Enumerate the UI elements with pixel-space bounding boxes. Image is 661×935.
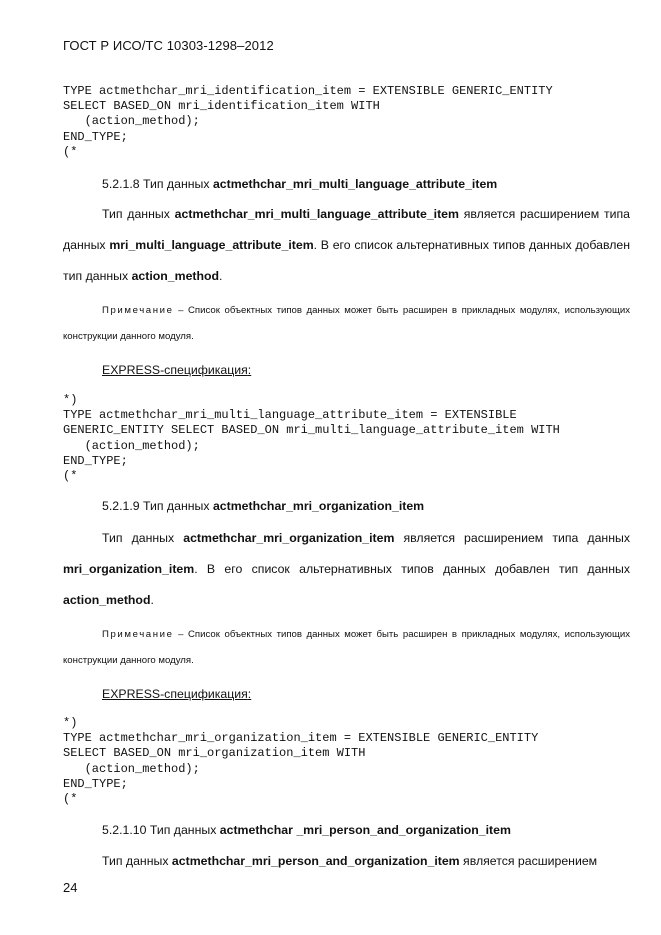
express-colon: : [247,363,252,377]
heading-prefix: 5.2.1.10 Тип данных [102,823,220,837]
section-heading-5-2-1-9 [102,499,424,513]
express-code-organization-item: *) TYPE actmethchar_mri_organization_item = EXTENSIBLE GENERIC_ENTITY SELECT BASED_ON mri_organization_item WITH (action_method); END_TYPE; (* [63,716,539,807]
type-name: actmethchar_mri_organization_item [183,531,395,545]
heading-prefix: 5.2.1.8 Тип данных [102,177,213,191]
express-spec-label-5-2-1-9 [102,687,251,701]
document-header: ГОСТ Р ИСО/ТС 10303-1298–2012 [63,38,274,53]
text-run: является расширением типа данных [63,207,630,252]
express-colon: : [247,687,252,701]
text-run: Тип данных [102,207,175,221]
express-label: EXPRESS-спецификация [102,363,248,377]
express-spec-label-5-2-1-8 [102,363,251,377]
section-heading-5-2-1-10 [102,823,511,837]
page-number: 24 [63,880,78,895]
section-heading-5-2-1-8 [102,177,497,191]
note-5-2-1-8 [63,298,630,350]
text-run: является расширением типа данных [394,531,630,545]
note-label: Примечание [102,305,174,316]
type-name: actmethchar_mri_multi_language_attribute_item [174,207,459,221]
express-code-multi-language-attribute-item: *) TYPE actmethchar_mri_multi_language_attribute_item = EXTENSIBLE GENERIC_ENTITY SELECT BASED_ON mri_multi_language_attribute_item WITH (action_method); END_TYPE; (* [63,393,560,484]
text-run: Тип данных [102,531,184,545]
type-name: action_method [131,269,220,283]
note-5-2-1-9 [63,622,630,674]
type-name: action_method [63,593,151,607]
heading-prefix: 5.2.1.9 Тип данных [102,499,213,513]
note-text: – Список объектных типов данных может быть расширен в прикладных модулях, использующих конструкции данного модуля. [63,305,630,342]
text-run: . В его список альтернативных типов данных добавлен тип данных [63,238,630,283]
text-run: . [219,269,223,283]
heading-type-name: actmethchar_mri_multi_language_attribute_item [212,177,498,191]
heading-type-name: actmethchar _mri_person_and_organization_item [219,823,511,837]
text-run: . [150,593,154,607]
paragraph-5-2-1-10 [63,846,630,877]
express-label: EXPRESS-спецификация [102,687,248,701]
text-run: является расширением [459,854,598,868]
heading-type-name: actmethchar_mri_organization_item [212,499,425,513]
text-run: Тип данных [102,854,172,868]
type-name: mri_multi_language_attribute_item [109,238,314,252]
text-run: . В его список альтернативных типов данных добавлен тип данных [194,562,630,576]
express-code-identification-item: TYPE actmethchar_mri_identification_item = EXTENSIBLE GENERIC_ENTITY SELECT BASED_ON mri_identification_item WITH (action_method); END_TYPE; (* [63,84,553,159]
note-label: Примечание [102,629,174,640]
type-name: mri_organization_item [63,562,195,576]
paragraph-5-2-1-8 [63,199,630,292]
note-text: – Список объектных типов данных может быть расширен в прикладных модулях, использующих конструкции данного модуля. [63,629,630,666]
paragraph-5-2-1-9 [63,523,630,616]
type-name: actmethchar_mri_person_and_organization_item [171,854,460,868]
